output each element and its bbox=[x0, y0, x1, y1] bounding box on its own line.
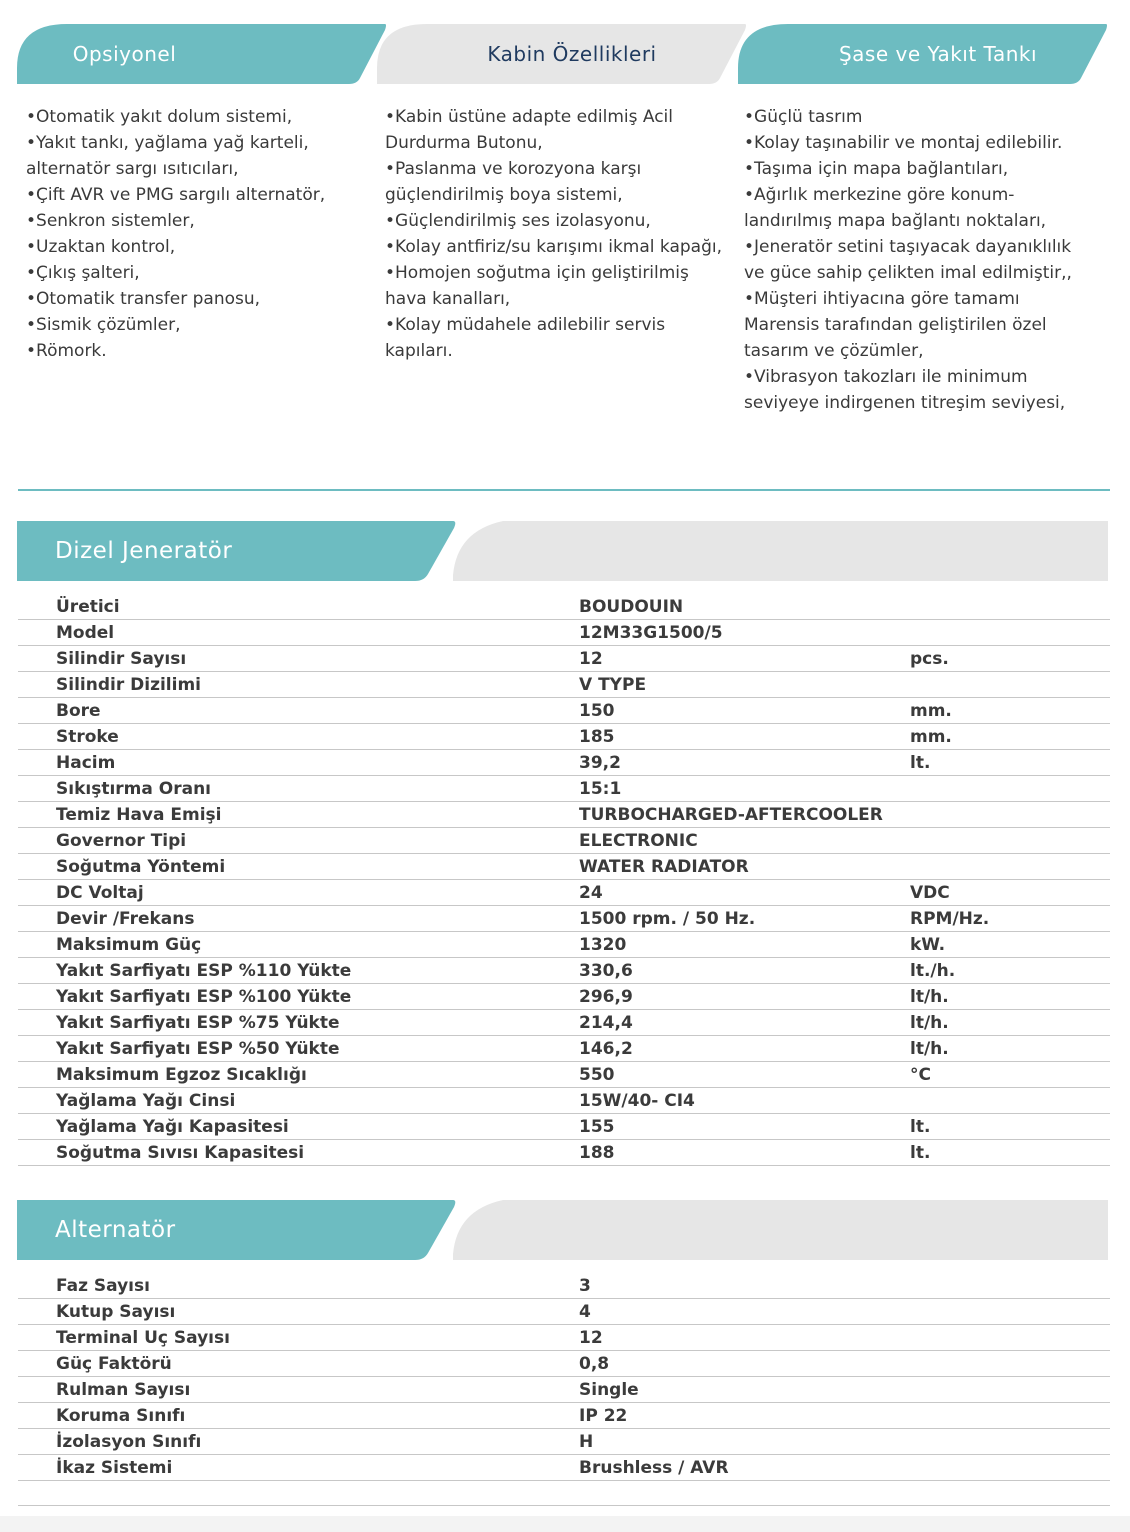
spec-value: 1320 bbox=[579, 935, 627, 955]
list-item: •Taşıma için mapa bağlantıları, bbox=[744, 159, 1009, 179]
tab-label: Şase ve Yakıt Tankı bbox=[838, 42, 1038, 66]
spec-label: Üretici bbox=[56, 597, 120, 617]
spec-value: 185 bbox=[579, 727, 615, 747]
list-item: alternatör sargı ısıtıcıları, bbox=[26, 159, 239, 179]
spec-value: 214,4 bbox=[579, 1013, 633, 1033]
alternator-spec-table bbox=[18, 1273, 1110, 1481]
header-shape bbox=[17, 1200, 1108, 1260]
list-item: •Müşteri ihtiyacına göre tamamı bbox=[744, 289, 1020, 309]
table-row bbox=[18, 1377, 1110, 1403]
spec-value: 330,6 bbox=[579, 961, 633, 981]
spec-label: Yakıt Sarfiyatı ESP %50 Yükte bbox=[56, 1039, 340, 1059]
alternator-section-header bbox=[17, 1200, 1108, 1260]
table-row bbox=[18, 646, 1110, 672]
spec-label: Silindir Dizilimi bbox=[56, 675, 201, 695]
spec-unit: lt./h. bbox=[910, 961, 956, 981]
spec-label: İkaz Sistemi bbox=[56, 1458, 173, 1478]
tab-sase-yakit-tanki[interactable] bbox=[738, 24, 1108, 84]
spec-value: 296,9 bbox=[579, 987, 633, 1007]
spec-label: Rulman Sayısı bbox=[56, 1380, 191, 1400]
bottom-divider bbox=[18, 1505, 1110, 1506]
spec-label: Faz Sayısı bbox=[56, 1276, 150, 1296]
table-row bbox=[18, 1088, 1110, 1114]
list-item: Marensis tarafından geliştirilen özel bbox=[744, 315, 1047, 335]
spec-value: 550 bbox=[579, 1065, 615, 1085]
table-row bbox=[18, 724, 1110, 750]
spec-value: 4 bbox=[579, 1302, 591, 1322]
spec-unit: °C bbox=[910, 1065, 931, 1085]
spec-label: DC Voltaj bbox=[56, 883, 144, 903]
spec-label: Yağlama Yağı Kapasitesi bbox=[56, 1117, 289, 1137]
spec-label: Terminal Uç Sayısı bbox=[56, 1328, 230, 1348]
table-row bbox=[18, 828, 1110, 854]
table-row bbox=[18, 672, 1110, 698]
list-item: •Kolay müdahele adilebilir servis bbox=[385, 315, 666, 335]
sase-list bbox=[744, 104, 1072, 416]
spec-value: 15W/40- CI4 bbox=[579, 1091, 695, 1111]
spec-label: Bore bbox=[56, 701, 101, 721]
spec-value: 12 bbox=[579, 1328, 603, 1348]
table-row bbox=[18, 1114, 1110, 1140]
spec-label: Koruma Sınıfı bbox=[56, 1406, 186, 1426]
list-item: •Güçlendirilmiş ses izolasyonu, bbox=[385, 211, 651, 231]
table-row bbox=[18, 1273, 1110, 1299]
list-item: •Kolay antfiriz/su karışımı ikmal kapağı, bbox=[385, 237, 723, 257]
spec-value: 1500 rpm. / 50 Hz. bbox=[579, 909, 756, 929]
list-item: •Senkron sistemler, bbox=[26, 211, 195, 231]
spec-unit: RPM/Hz. bbox=[910, 909, 990, 929]
spec-label: Soğutma Sıvısı Kapasitesi bbox=[56, 1143, 305, 1163]
list-item: •Çıkış şalteri, bbox=[26, 263, 140, 283]
list-item: •Uzaktan kontrol, bbox=[26, 237, 176, 257]
table-row bbox=[18, 620, 1110, 646]
footer-band bbox=[0, 1516, 1130, 1532]
spec-value: Single bbox=[579, 1380, 639, 1400]
section-title: Dizel Jeneratör bbox=[55, 538, 233, 564]
table-row bbox=[18, 880, 1110, 906]
table-row bbox=[18, 1403, 1110, 1429]
table-row bbox=[18, 776, 1110, 802]
list-item: Durdurma Butonu, bbox=[385, 133, 543, 153]
table-row bbox=[18, 1299, 1110, 1325]
spec-value: 3 bbox=[579, 1276, 591, 1296]
list-item: landırılmış mapa bağlantı noktaları, bbox=[744, 211, 1047, 231]
spec-unit: VDC bbox=[910, 883, 950, 903]
spec-value: 15:1 bbox=[579, 779, 622, 799]
tab-kabin-ozellikleri[interactable] bbox=[377, 24, 747, 84]
table-row bbox=[18, 698, 1110, 724]
kabin-list bbox=[385, 104, 722, 364]
spec-label: Silindir Sayısı bbox=[56, 649, 187, 669]
spec-label: Soğutma Yöntemi bbox=[56, 857, 226, 877]
list-item: •Ağırlık merkezine göre konum- bbox=[744, 185, 1015, 205]
spec-value: 0,8 bbox=[579, 1354, 610, 1374]
opsiyonel-list bbox=[26, 104, 325, 364]
spec-value: 12 bbox=[579, 649, 603, 669]
spec-label: Hacim bbox=[56, 753, 116, 773]
list-item: seviyeye indirgenen titreşim seviyesi, bbox=[744, 393, 1066, 413]
spec-value: WATER RADIATOR bbox=[579, 857, 749, 877]
spec-label: Güç Faktörü bbox=[56, 1354, 172, 1374]
list-item: •Otomatik yakıt dolum sistemi, bbox=[26, 107, 293, 127]
list-item: •Jeneratör setini taşıyacak dayanıklılık bbox=[744, 237, 1072, 257]
table-row bbox=[18, 958, 1110, 984]
section-title: Alternatör bbox=[55, 1217, 176, 1243]
table-row bbox=[18, 854, 1110, 880]
table-row bbox=[18, 1429, 1110, 1455]
list-item: kapıları. bbox=[385, 341, 453, 361]
spec-label: Devir /Frekans bbox=[56, 909, 195, 929]
spec-value: 150 bbox=[579, 701, 615, 721]
dizel-spec-table bbox=[18, 594, 1110, 1166]
spec-label: Yağlama Yağı Cinsi bbox=[56, 1091, 236, 1111]
table-row bbox=[18, 906, 1110, 932]
spec-value: 39,2 bbox=[579, 753, 621, 773]
list-item: tasarım ve çözümler, bbox=[744, 341, 924, 361]
spec-label: Maksimum Egzoz Sıcaklığı bbox=[56, 1065, 307, 1085]
spec-label: Yakıt Sarfiyatı ESP %110 Yükte bbox=[56, 961, 352, 981]
table-row bbox=[18, 1455, 1110, 1481]
table-row bbox=[18, 1010, 1110, 1036]
table-row bbox=[18, 932, 1110, 958]
table-row bbox=[18, 1351, 1110, 1377]
table-row bbox=[18, 1325, 1110, 1351]
list-item: •Paslanma ve korozyona karşı bbox=[385, 159, 642, 179]
spec-label: Kutup Sayısı bbox=[56, 1302, 176, 1322]
spec-label: Yakıt Sarfiyatı ESP %100 Yükte bbox=[56, 987, 352, 1007]
list-item: güçlendirilmiş boya sistemi, bbox=[385, 185, 623, 205]
spec-unit: lt/h. bbox=[910, 1039, 949, 1059]
section-divider bbox=[18, 489, 1110, 491]
list-item: hava kanalları, bbox=[385, 289, 511, 309]
table-row bbox=[18, 1062, 1110, 1088]
list-item: •Kolay taşınabilir ve montaj edilebilir. bbox=[744, 133, 1063, 153]
list-item: ve güce sahip çelikten imal edilmiştir,, bbox=[744, 263, 1072, 283]
table-row bbox=[18, 594, 1110, 620]
list-item: •Vibrasyon takozları ile minimum bbox=[744, 367, 1028, 387]
spec-unit: pcs. bbox=[910, 649, 949, 669]
spec-value: H bbox=[579, 1432, 594, 1452]
spec-value: IP 22 bbox=[579, 1406, 628, 1426]
tab-label: Kabin Özellikleri bbox=[487, 42, 657, 66]
list-item: •Yakıt tankı, yağlama yağ karteli, bbox=[26, 133, 309, 153]
spec-value: 155 bbox=[579, 1117, 615, 1137]
tab-label: Opsiyonel bbox=[72, 42, 177, 66]
spec-label: İzolasyon Sınıfı bbox=[56, 1432, 202, 1452]
spec-value: 146,2 bbox=[579, 1039, 633, 1059]
table-row bbox=[18, 1140, 1110, 1166]
table-row bbox=[18, 802, 1110, 828]
spec-unit: lt/h. bbox=[910, 987, 949, 1007]
spec-label: Sıkıştırma Oranı bbox=[56, 779, 212, 799]
spec-value: BOUDOUIN bbox=[579, 597, 684, 617]
spec-value: 12M33G1500/5 bbox=[579, 623, 723, 643]
spec-value: 188 bbox=[579, 1143, 615, 1163]
spec-unit: lt. bbox=[910, 1117, 931, 1137]
table-row bbox=[18, 1036, 1110, 1062]
spec-label: Temiz Hava Emişi bbox=[56, 805, 222, 825]
list-item: •Otomatik transfer panosu, bbox=[26, 289, 261, 309]
spec-unit: mm. bbox=[910, 727, 952, 747]
list-item: •Sismik çözümler, bbox=[26, 315, 181, 335]
table-row bbox=[18, 750, 1110, 776]
list-item: •Güçlü tasrım bbox=[744, 107, 863, 127]
list-item: •Kabin üstüne adapte edilmiş Acil bbox=[385, 107, 674, 127]
list-item: •Römork. bbox=[26, 341, 107, 361]
spec-label: Yakıt Sarfiyatı ESP %75 Yükte bbox=[56, 1013, 340, 1033]
spec-label: Governor Tipi bbox=[56, 831, 187, 851]
list-item: •Çift AVR ve PMG sargılı alternatör, bbox=[26, 185, 326, 205]
spec-label: Model bbox=[56, 623, 115, 643]
spec-unit: lt. bbox=[910, 753, 931, 773]
spec-label: Stroke bbox=[56, 727, 119, 747]
table-row bbox=[18, 984, 1110, 1010]
spec-value: TURBOCHARGED-AFTERCOOLER bbox=[579, 805, 883, 825]
dizel-section-header bbox=[17, 521, 1108, 581]
spec-unit: mm. bbox=[910, 701, 952, 721]
spec-value: 24 bbox=[579, 883, 603, 903]
spec-unit: lt. bbox=[910, 1143, 931, 1163]
spec-unit: kW. bbox=[910, 935, 946, 955]
spec-value: V TYPE bbox=[579, 675, 647, 695]
spec-value: Brushless / AVR bbox=[579, 1458, 729, 1478]
spec-unit: lt/h. bbox=[910, 1013, 949, 1033]
list-item: •Homojen soğutma için geliştirilmiş bbox=[385, 263, 689, 283]
spec-value: ELECTRONIC bbox=[579, 831, 698, 851]
spec-label: Maksimum Güç bbox=[56, 935, 202, 955]
tab-opsiyonel[interactable] bbox=[17, 24, 387, 84]
